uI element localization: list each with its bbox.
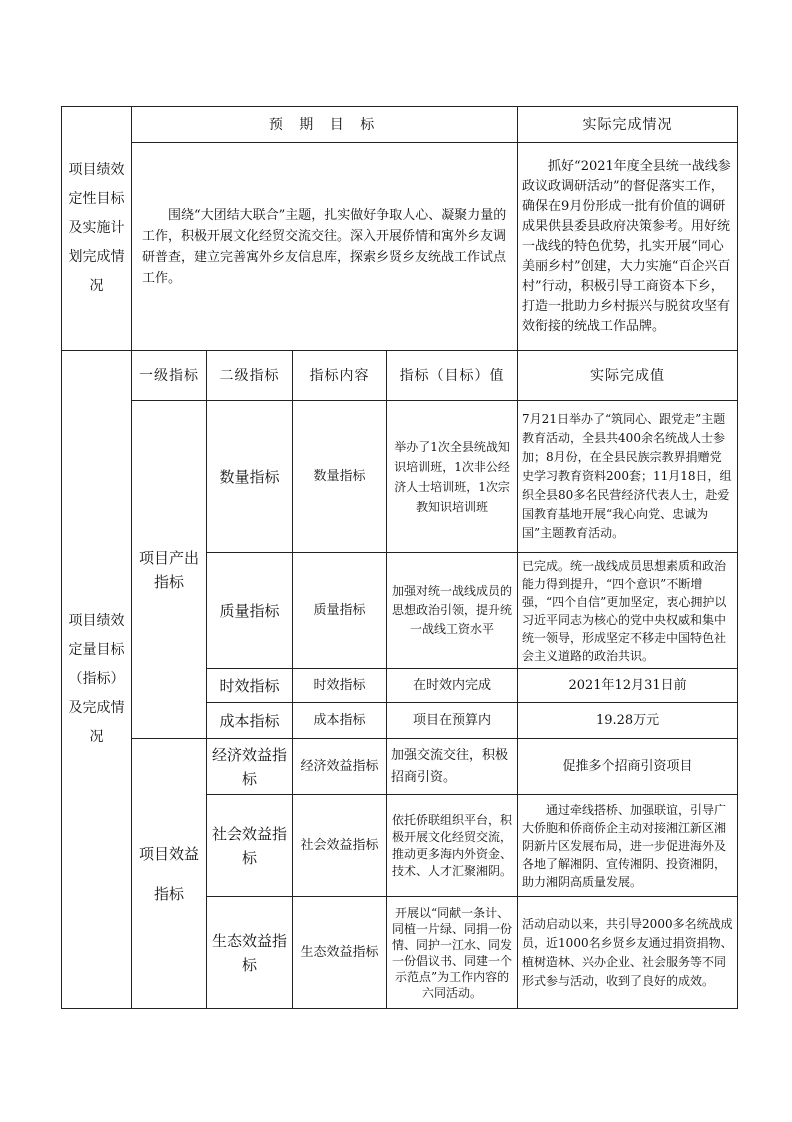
level2-indicator: 质量指标	[207, 553, 293, 669]
indicator-content-header: 指标内容	[293, 351, 387, 401]
indicator-content: 生态效益指标	[293, 897, 387, 1009]
indicator-content: 时效指标	[293, 669, 387, 703]
actual-value: 活动启动以来，共引导2000多名统战成员，近1000名乡贤乡友通过捐资捐物、植树造林、兴办企业、社会服务等不同形式参与活动，收到了良好的成效。	[518, 897, 738, 1009]
indicator-content: 数量指标	[293, 401, 387, 553]
actual-value: 促推多个招商引资项目	[518, 739, 738, 795]
actual-value-header: 实际完成值	[518, 351, 738, 401]
actual-value: 通过牵线搭桥、加强联谊，引导广大侨胞和侨商侨企主动对接湘江新区湘阴新片区发展布局，进一步促进海外及各地了解湘阴、宣传湘阴、投资湘阴，助力湘阴高质量发展。	[518, 795, 738, 897]
indicator-target: 开展以“同献一条计、同植一片绿、同捐一份情、同护一江水、同发一份倡议书、同建一个示范点”为工作内容的六同活动。	[387, 897, 518, 1009]
level2-indicator: 数量指标	[207, 401, 293, 553]
level1-indicator-header: 一级指标	[132, 351, 207, 401]
indicator-content: 社会效益指标	[293, 795, 387, 897]
actual-value: 19.28万元	[518, 703, 738, 739]
indicator-target: 加强对统一战线成员的思想政治引领，提升统一战线工资水平	[387, 553, 518, 669]
indicator-target: 在时效内完成	[387, 669, 518, 703]
indicator-target: 依托侨联组织平台，积极开展文化经贸交流，推动更多海内外资金、技术、人才汇聚湘阴。	[387, 795, 518, 897]
output-indicator-label: 项目产出指标	[132, 401, 207, 739]
section1-content-row	[62, 143, 738, 351]
actual-completion-header: 实际完成情况	[518, 107, 738, 143]
level2-indicator: 成本指标	[207, 703, 293, 739]
performance-table	[61, 106, 738, 1009]
indicator-target: 举办了1次全县统战知识培训班，1次非公经济人士培训班，1次宗教知识培训班	[387, 401, 518, 553]
benefit-indicator-label: 项目效益指标	[132, 739, 207, 1009]
expected-goal-header: 预 期 目 标	[132, 107, 518, 143]
indicator-content: 成本指标	[293, 703, 387, 739]
indicator-target: 项目在预算内	[387, 703, 518, 739]
level2-indicator-header: 二级指标	[207, 351, 293, 401]
indicator-target: 加强交流交往，积极招商引资。	[387, 739, 518, 795]
actual-value: 7月21日举办了“筑同心、跟党走”主题教育活动，全县共400余名统战人士参加；8月份，在全县民族宗教界捐赠党史学习教育资料200套；11月18日，组织全县80多名民营经济代表人士，赴爱国教育基地开展“我心向党、忠诚为国”主题教育活动。	[518, 401, 738, 553]
expected-goal-text: 围绕“大团结大联合”主题，扎实做好争取人心、凝聚力量的工作，积极开展文化经贸交流交往。深入开展侨情和寓外乡友调研普查，建立完善寓外乡友信息库，探索乡贤乡友统战工作试点工作。	[132, 143, 518, 351]
level2-indicator: 时效指标	[207, 669, 293, 703]
section1-header-row	[62, 107, 738, 143]
actual-value: 2021年12月31日前	[518, 669, 738, 703]
indicator-target-header: 指标（目标）值	[387, 351, 518, 401]
table-row	[62, 739, 738, 795]
section2-header-row	[62, 351, 738, 401]
section1-row-label: 项目绩效定性目标及实施计划完成情况	[62, 107, 132, 351]
indicator-content: 质量指标	[293, 553, 387, 669]
level2-indicator: 生态效益指标	[207, 897, 293, 1009]
level2-indicator: 社会效益指标	[207, 795, 293, 897]
section2-row-label: 项目绩效定量目标（指标）及完成情况	[62, 351, 132, 1009]
table-row	[62, 401, 738, 553]
actual-value: 已完成。统一战线成员思想素质和政治能力得到提升，“四个意识”不断增强，“四个自信”更加坚定，衷心拥护以习近平同志为核心的党中央权威和集中统一领导，形成坚定不移走中国特色社会主义道路的政治共识。	[518, 553, 738, 669]
actual-completion-text: 抓好“2021年度全县统一战线参政议政调研活动”的督促落实工作，确保在9月份形成一批有价值的调研成果供县委县政府决策参考。用好统一战线的特色优势，扎实开展“同心美丽乡村”创建，大力实施“百企兴百村”行动，积极引导工商资本下乡，打造一批助力乡村振兴与脱贫攻坚有效衔接的统战工作品牌。	[518, 143, 738, 351]
level2-indicator: 经济效益指标	[207, 739, 293, 795]
indicator-content: 经济效益指标	[293, 739, 387, 795]
